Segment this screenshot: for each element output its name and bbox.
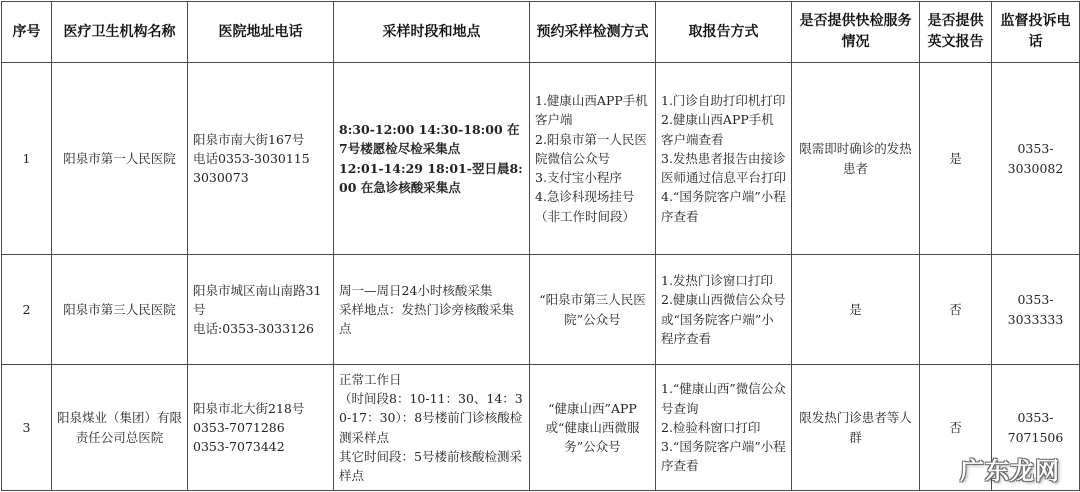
cell-sampling-time-place: 正常工作日 （时间段8：10-11：30、14：30-17：30）：8号楼前门诊核酸检测采样点 其它时间段：5号楼前核酸检测采样点 (334, 365, 530, 491)
cell-report-method: 1.门诊自助打印机打印 2.健康山西APP手机客户端查看 3.发热患者报告由接诊医师通过信息平台打印 4.“国务院客户端”小程序查看 (656, 63, 792, 255)
cell-english-report: 否 (920, 255, 992, 365)
cell-rapid-test: 限发热门诊患者等人群 (792, 365, 920, 491)
cell-english-report: 是 (920, 63, 992, 255)
header-rapid-test: 是否提供快检服务情况 (792, 2, 920, 63)
cell-no: 2 (2, 255, 52, 365)
cell-sampling-time-place: 8:30-12:00 14:30-18:00 在7号楼愿检尽检采集点 12:01-14:29 18:01-翌日晨8:00 在急诊核酸采集点 (334, 63, 530, 255)
cell-report-method: 1.“健康山西”微信公众号查询 2.检验科窗口打印 3.“国务院客户端”小程序查看 (656, 365, 792, 491)
testing-sites-table (1, 1, 1080, 491)
cell-address-phone: 阳泉市城区南山南路31号 电话:0353-3033126 (188, 255, 334, 365)
header-booking-method: 预约采样检测方式 (530, 2, 656, 63)
header-institution-name: 医疗卫生机构名称 (52, 2, 188, 63)
cell-no: 1 (2, 63, 52, 255)
header-sampling-time-place: 采样时段和地点 (334, 2, 530, 63)
header-address-phone: 医院地址电话 (188, 2, 334, 63)
cell-complaint-phone: 0353- 3030082 (992, 63, 1080, 255)
header-complaint-phone: 监督投诉电话 (992, 2, 1080, 63)
table-row (2, 365, 1080, 491)
cell-complaint-phone: 0353- 7071506 (992, 365, 1080, 491)
header-no: 序号 (2, 2, 52, 63)
table-row (2, 255, 1080, 365)
cell-booking-method: “阳泉市第三人民医院”公众号 (530, 255, 656, 365)
cell-english-report: 否 (920, 365, 992, 491)
cell-institution-name: 阳泉煤业（集团）有限责任公司总医院 (52, 365, 188, 491)
cell-rapid-test: 是 (792, 255, 920, 365)
table-row (2, 63, 1080, 255)
cell-rapid-test: 限需即时确诊的发热患者 (792, 63, 920, 255)
cell-no: 3 (2, 365, 52, 491)
cell-institution-name: 阳泉市第三人民医院 (52, 255, 188, 365)
header-row (2, 2, 1080, 63)
cell-booking-method: “健康山西”APP或“健康山西微服务”公众号 (530, 365, 656, 491)
site-watermark: 广东龙网 (960, 457, 1060, 485)
cell-address-phone: 阳泉市北大街218号 0353-7071286 0353-7073442 (188, 365, 334, 491)
cell-report-method: 1.发热门诊窗口打印 2.健康山西微信公众号或“国务院客户端”小程序查看 (656, 255, 792, 365)
header-english-report: 是否提供英文报告 (920, 2, 992, 63)
header-report-method: 取报告方式 (656, 2, 792, 63)
cell-complaint-phone: 0353- 3033333 (992, 255, 1080, 365)
cell-institution-name: 阳泉市第一人民医院 (52, 63, 188, 255)
cell-sampling-time-place: 周一—周日24小时核酸采集 采样地点：发热门诊旁核酸采集点 (334, 255, 530, 365)
cell-booking-method: 1.健康山西APP手机客户端 2.阳泉市第一人民医院微信公众号 3.支付宝小程序 4.急诊科现场挂号（非工作时间段） (530, 63, 656, 255)
cell-address-phone: 阳泉市南大街167号 电话0353-3030115 3030073 (188, 63, 334, 255)
